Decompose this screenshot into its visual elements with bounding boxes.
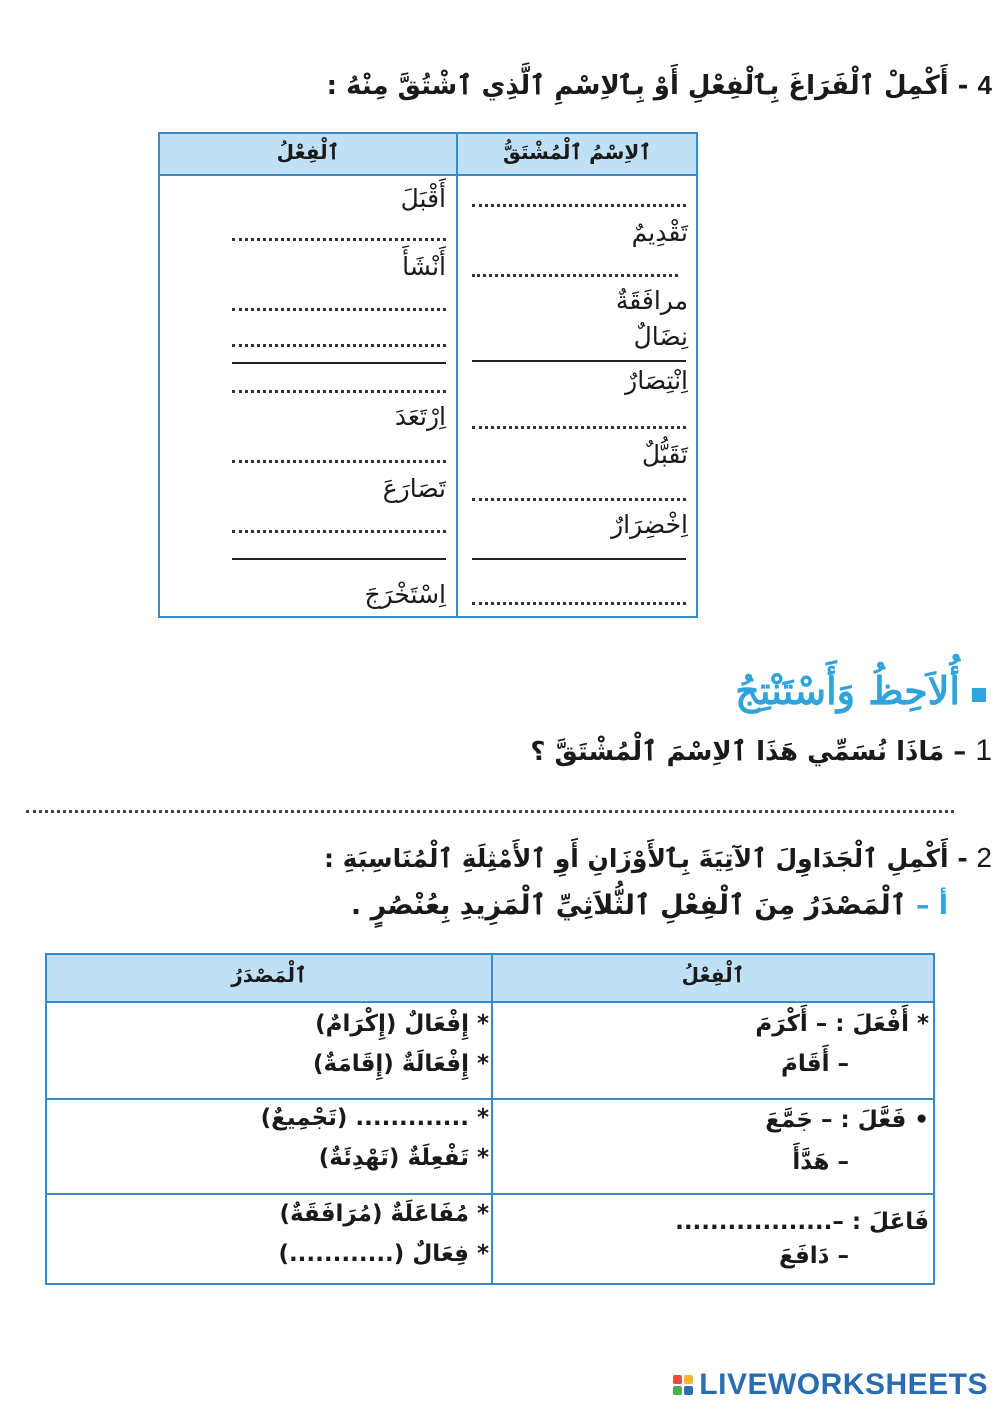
verb-word: اِسْتَخْرَجَ <box>364 580 446 609</box>
derivation-table <box>158 132 698 618</box>
masdar-cell[interactable]: * فِعَالٌ (............) <box>278 1241 489 1267</box>
answer-blank[interactable] <box>472 274 678 277</box>
logo-square <box>673 1375 682 1384</box>
logo-square <box>684 1375 693 1384</box>
verb-cell: – دَافَعَ <box>779 1243 849 1269</box>
liveworksheets-logo-icon <box>673 1375 693 1395</box>
question-4-text: - أَكْمِلْ ٱلْفَرَاغَ بِٱلْفِعْلِ أَوْ بِٱلاِسْمِ ٱلَّذِي ٱشْتُقَّ مِنْهُ : <box>326 71 969 101</box>
masdar-cell: * إِفْعَالَةٌ (إِقَامَةٌ) <box>313 1051 489 1077</box>
noun-word: تَقَبُّلٌ <box>641 440 688 469</box>
liveworksheets-footer[interactable] <box>673 1368 988 1402</box>
separator-line <box>472 360 686 362</box>
column-divider <box>491 955 493 1283</box>
noun-word: نِضَالٌ <box>633 322 688 351</box>
verb-cell: – أَقَامَ <box>781 1051 849 1077</box>
question-2a <box>351 890 948 921</box>
question-4-title <box>12 70 992 101</box>
verb-cell: – هَدَّأَ <box>792 1149 849 1175</box>
answer-blank[interactable] <box>232 460 446 463</box>
masdar-table <box>45 953 935 1285</box>
liveworksheets-brand: LIVEWORKSHEETS <box>699 1368 988 1401</box>
section-title: أُلاَحِظُ وَأَسْتَنْتِجُ <box>735 668 960 713</box>
verb-word: اِرْتَعَدَ <box>394 402 446 431</box>
separator-line <box>232 558 446 560</box>
verb-word: تَصَارَعَ <box>382 474 446 503</box>
answer-blank[interactable] <box>472 426 686 429</box>
masdar-cell: * تَفْعِلَةٌ (تَهْدِئَةٌ) <box>318 1145 489 1171</box>
answer-blank[interactable] <box>232 530 446 533</box>
row-divider <box>47 1098 933 1100</box>
row-divider <box>47 1193 933 1195</box>
masdar-cell: * مُفَاعَلَةٌ (مُرَافَقَةٌ) <box>279 1201 489 1227</box>
verb-cell: * أَفْعَلَ : – أَكْرَمَ <box>755 1011 929 1037</box>
header-verb: ٱلْفِعْلُ <box>276 140 340 164</box>
question-2a-letter: أ – <box>915 890 948 921</box>
logo-square <box>684 1386 693 1395</box>
question-2-number: 2 <box>976 842 992 873</box>
header-masdar: ٱلْمَصْدَرُ <box>231 963 307 987</box>
separator-line <box>472 558 686 560</box>
answer-blank[interactable] <box>472 602 686 605</box>
section-bullet-icon <box>972 688 986 702</box>
logo-square <box>673 1386 682 1395</box>
noun-word: مرافَقَةٌ <box>615 286 688 315</box>
answer-blank[interactable] <box>232 238 446 241</box>
question-1 <box>530 734 992 768</box>
answer-blank[interactable] <box>232 344 446 347</box>
question-4-number: 4 <box>977 70 992 100</box>
answer-blank[interactable] <box>232 390 446 393</box>
question-1-number: 1 <box>975 734 992 767</box>
verb-cell: • فَعَّلَ : – جَمَّعَ <box>765 1107 929 1133</box>
separator-line <box>232 362 446 364</box>
verb-cell[interactable]: فَاعَلَ : –.................. <box>675 1209 929 1235</box>
header-derived-noun: ٱلاِسْمُ ٱلْمُشْتَقُّ <box>502 140 652 164</box>
noun-word: تَقْدِيمٌ <box>631 218 688 247</box>
question-2a-text: ٱلْمَصْدَرُ مِنَ ٱلْفِعْلِ ٱلثُّلاَثِيِّ ٱلْمَزِيدِ بِعُنْصُرٍ . <box>350 890 907 921</box>
question-1-text: – مَاذَا نُسَمِّي هَذَا ٱلاِسْمَ ٱلْمُشْتَقَّ ؟ <box>530 737 967 767</box>
header-verb: ٱلْفِعْلُ <box>681 963 745 987</box>
noun-word: اِخْضِرَارٌ <box>611 510 688 539</box>
question-1-answer-blank[interactable] <box>26 810 954 813</box>
verb-word: أَقْبَلَ <box>400 184 446 213</box>
noun-word: اِنْتِصَارٌ <box>625 366 688 395</box>
question-2 <box>324 842 992 874</box>
question-2-text: - أَكْمِلِ ٱلْجَدَاوِلَ ٱلآتِيَةَ بِٱلأَوْزَانِ أَوِ ٱلأَمْثِلَةِ ٱلْمُنَاسِبَةِ : <box>323 844 968 873</box>
answer-blank[interactable] <box>232 308 446 311</box>
masdar-cell: * إِفْعَالٌ (إِكْرَامٌ) <box>315 1011 489 1037</box>
answer-blank[interactable] <box>472 498 686 501</box>
answer-blank[interactable] <box>472 204 686 207</box>
verb-word: أَنْشَأَ <box>402 252 446 281</box>
masdar-cell[interactable]: * ............. (تَجْمِيعٌ) <box>260 1105 489 1131</box>
column-divider <box>456 134 458 616</box>
